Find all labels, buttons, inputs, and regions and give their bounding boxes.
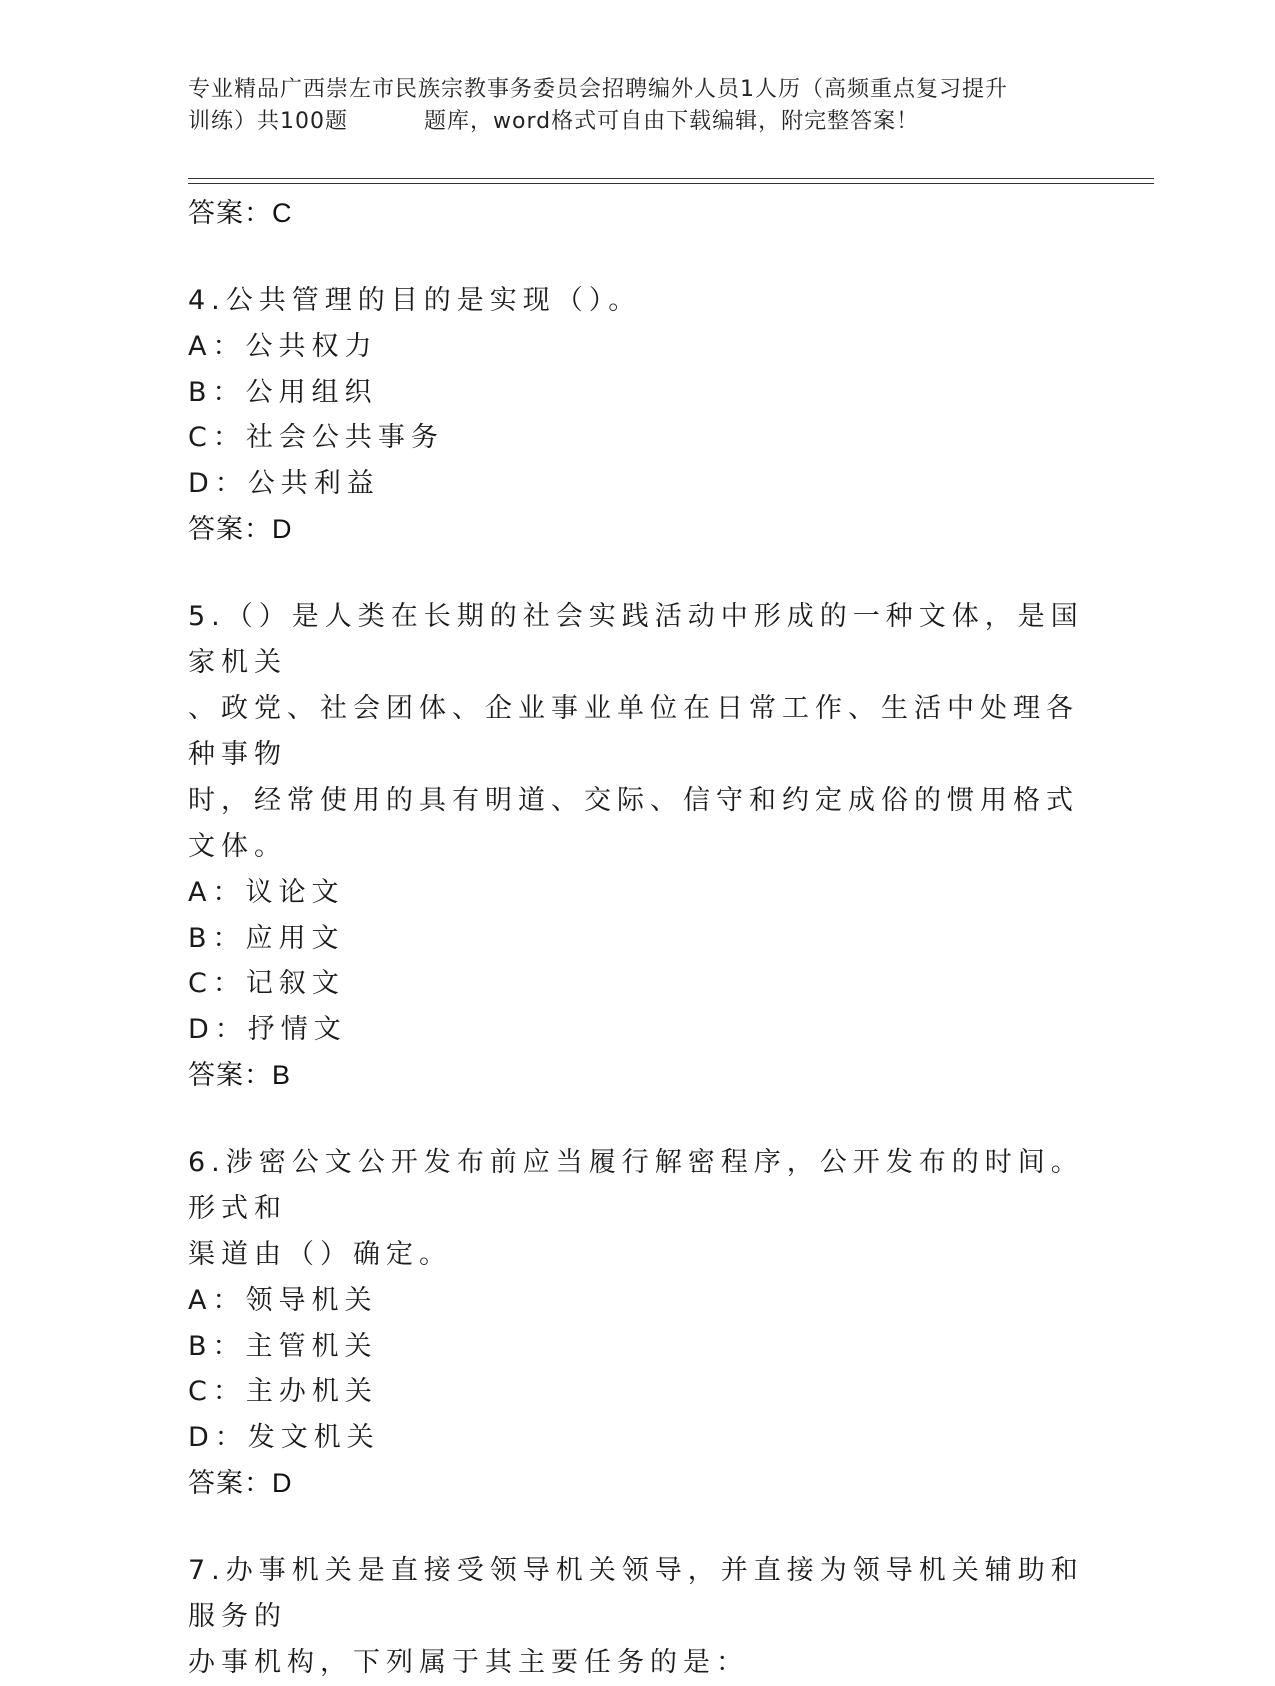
question-text-line-3: 时，经常使用的具有明道、交际、信守和约定成俗的惯用格式文体。 xyxy=(188,785,1079,862)
question-text-line-1: 6.涉密公文公开发布前应当履行解密程序，公开发布的时间。形式和 xyxy=(188,1147,1084,1224)
question-list xyxy=(188,190,1088,1686)
header-title-line-1: 专业精品广西崇左市民族宗教事务委员会招聘编外人员1人历（高频重点复习提升 xyxy=(188,77,1008,102)
option-b: B：公用组织 xyxy=(188,376,378,408)
question-6 xyxy=(188,1140,1088,1506)
option-a: A：领导机关 xyxy=(188,1285,378,1316)
question-4 xyxy=(188,278,1088,552)
option-b: B：应用文 xyxy=(188,922,345,954)
header-divider-top xyxy=(188,178,1154,179)
option-d: D：公共利益 xyxy=(188,467,380,499)
option-c: C：主办机关 xyxy=(188,1376,378,1407)
question-text-line-1: 7.办事机关是直接受领导机关领导，并直接为领导机关辅助和服务的 xyxy=(188,1555,1084,1632)
answer-label: 答案：B xyxy=(188,1060,292,1090)
question-7 xyxy=(188,1548,1088,1686)
option-a: A：议论文 xyxy=(188,877,345,908)
question-text-line-2: 办事机构，下列属于其主要任务的是： xyxy=(188,1647,749,1678)
option-d: D：发文机关 xyxy=(188,1421,380,1453)
answer-label: 答案：D xyxy=(188,514,293,544)
header-title-line-2 xyxy=(188,106,1088,138)
header-title-line-2b: 题库，word格式可自由下载编辑，附完整答案！ xyxy=(424,109,920,134)
option-b: B：主管机关 xyxy=(188,1330,378,1362)
question-text-line-2: 、政党、社会团体、企业事业单位在日常工作、生活中处理各种事物 xyxy=(188,693,1079,770)
option-d: D：抒情文 xyxy=(188,1013,347,1045)
question-text: 4.公共管理的目的是实现（）。 xyxy=(188,285,642,316)
question-5 xyxy=(188,594,1088,1098)
option-a: A：公共权力 xyxy=(188,331,378,362)
question-text-line-2: 渠道由（）确定。 xyxy=(188,1239,452,1270)
option-c: C：记叙文 xyxy=(188,968,345,999)
answer-label: 答案：C xyxy=(188,198,293,228)
question-text-line-1: 5.（）是人类在长期的社会实践活动中形成的一种文体，是国家机关 xyxy=(188,601,1084,678)
option-c: C：社会公共事务 xyxy=(188,422,444,453)
header-divider-bottom xyxy=(188,183,1154,184)
page-header xyxy=(188,74,1088,138)
answer-label: 答案：D xyxy=(188,1468,293,1498)
header-title-line-2a: 训练）共100题 xyxy=(188,109,348,134)
